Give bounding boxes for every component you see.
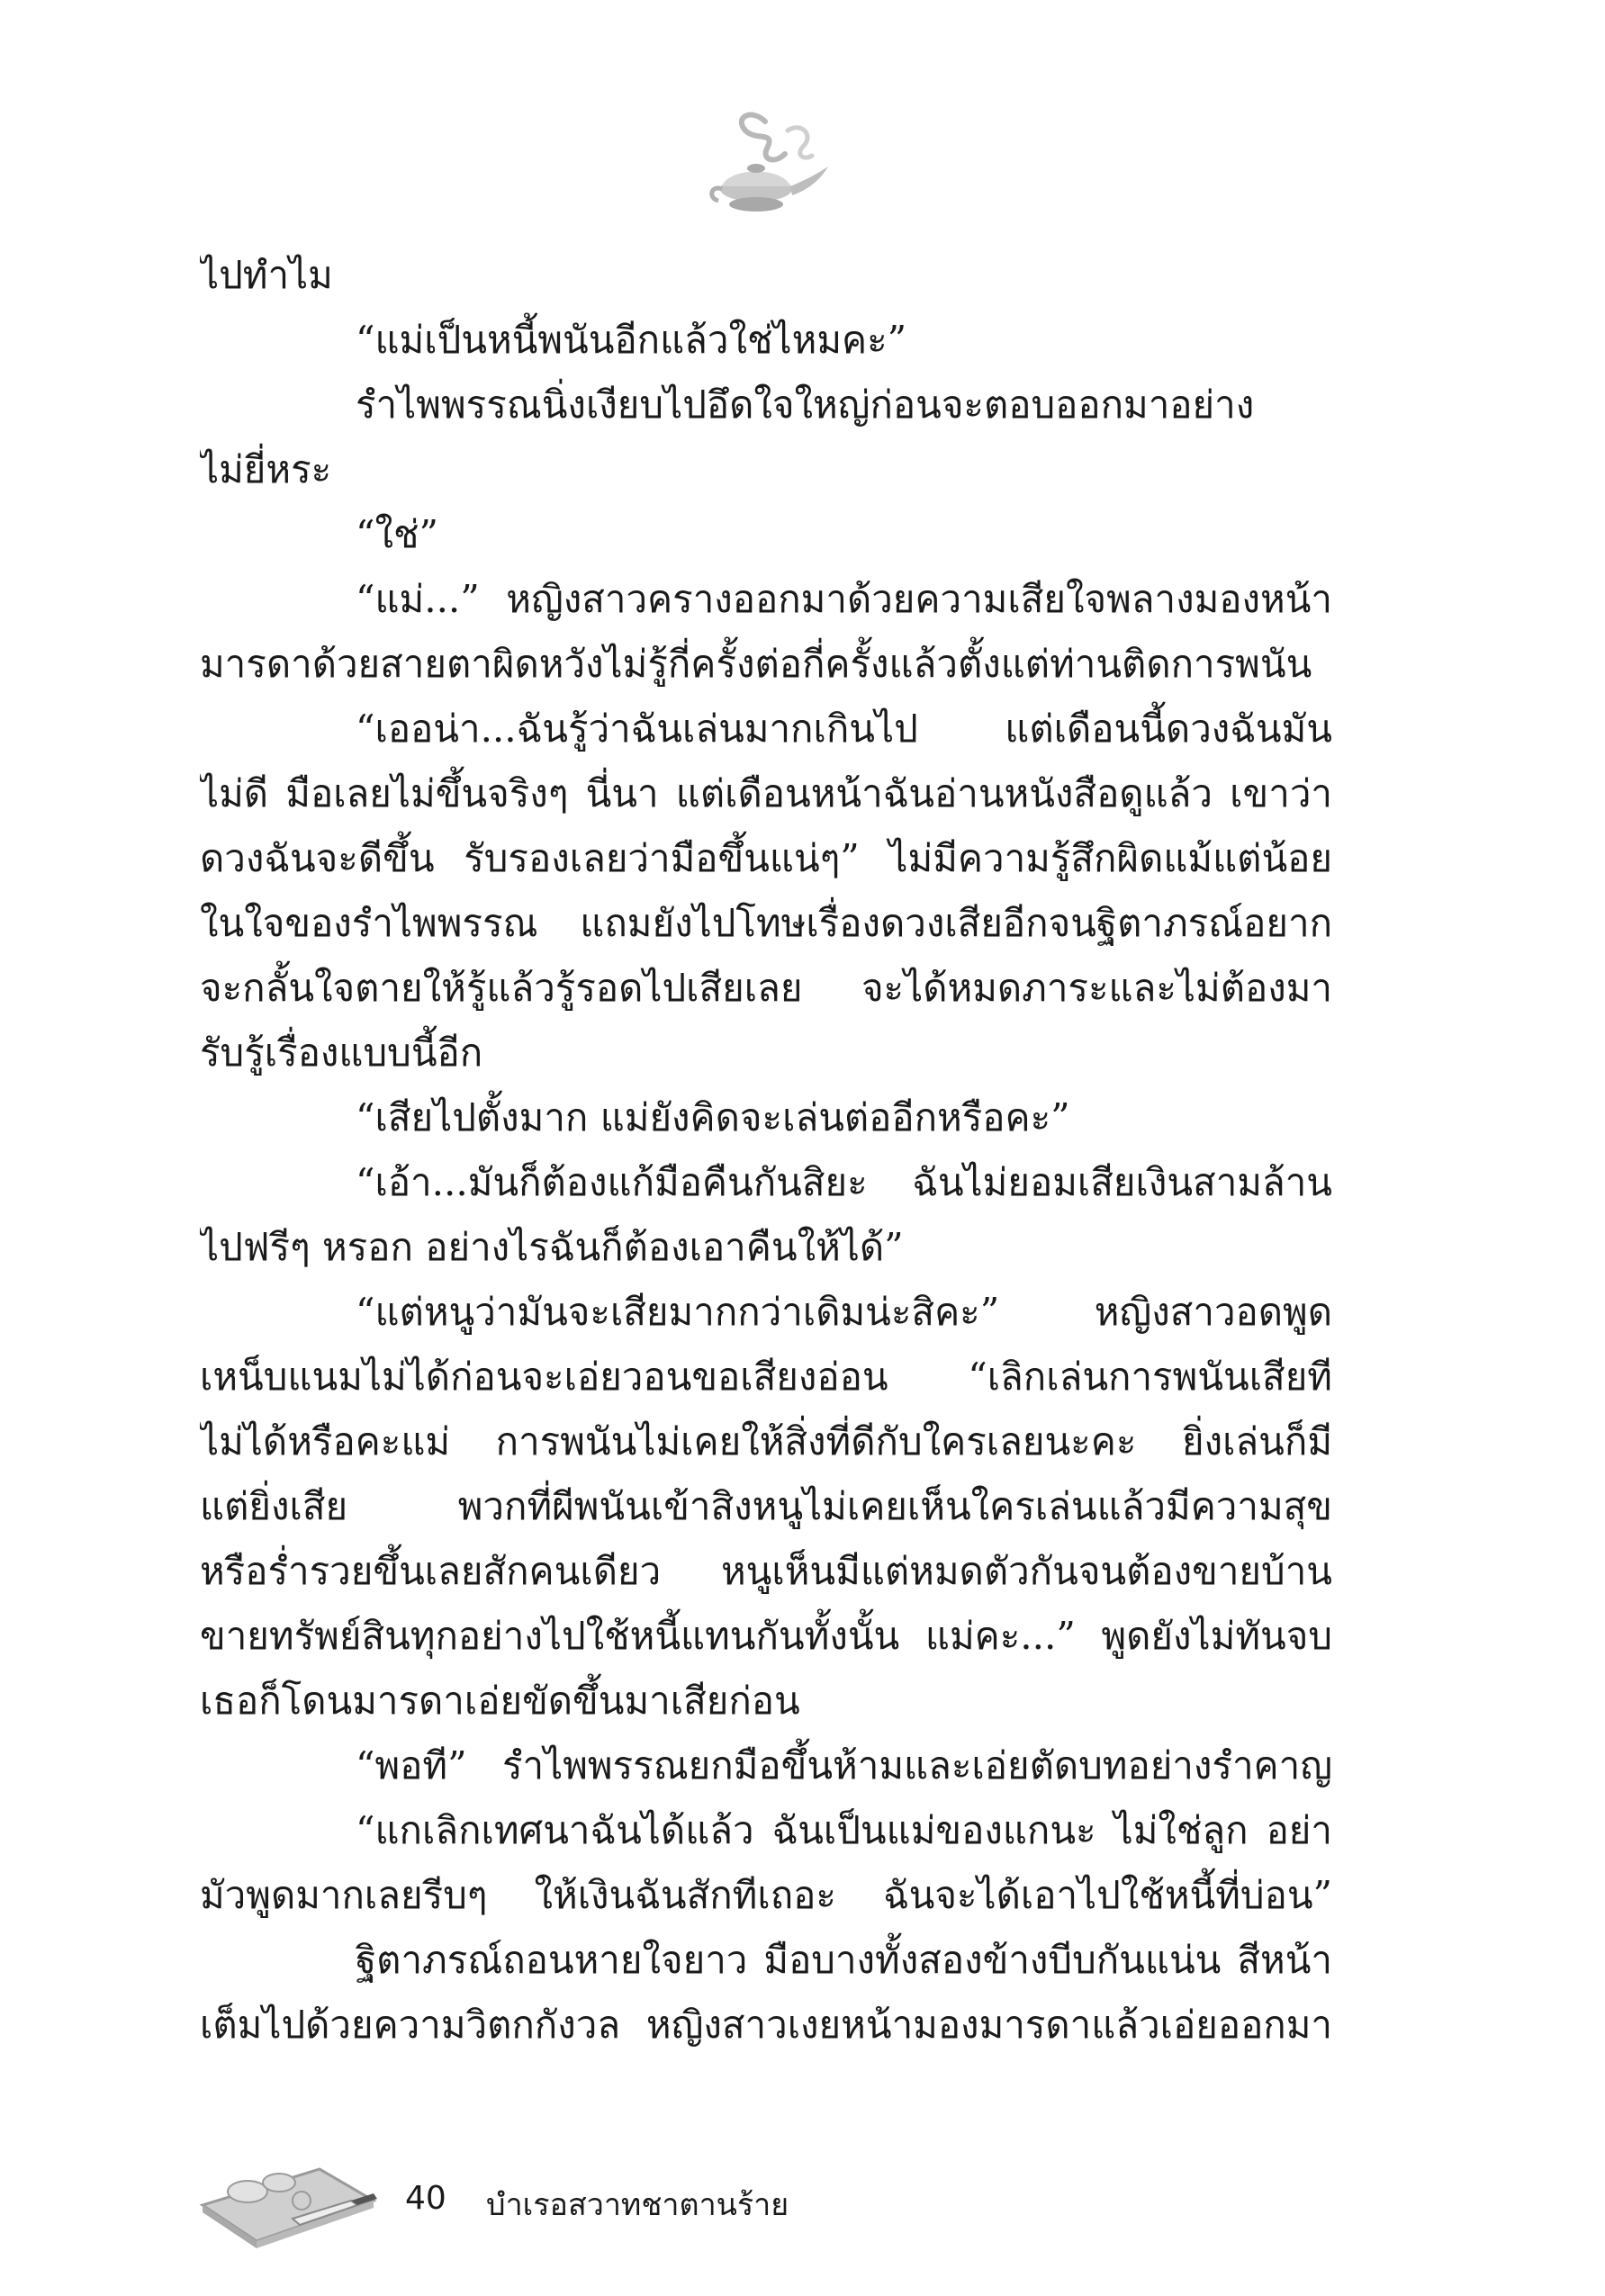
text-line: “เสียไปตั้งมาก แม่ยังคิดจะเล่นต่ออีกหรือคะ”	[356, 1095, 1070, 1139]
text-line: “ใช่”	[356, 512, 438, 556]
text-line: ในใจของรำไพพรรณ แถมยังไปโทษเรื่องดวงเสียอีกจนฐิตาภรณ์อยาก	[200, 901, 1332, 945]
text-line: ดวงฉันจะดีขึ้น รับรองเลยว่ามือขึ้นแน่ๆ” ไม่มีความรู้สึกผิดแม้แต่น้อย	[200, 836, 1332, 880]
text-line: “เออน่า...ฉันรู้ว่าฉันเล่นมากเกินไป แต่เดือนนี้ดวงฉันมัน	[356, 707, 1332, 751]
text-line: เต็มไปด้วยความวิตกกังวล หญิงสาวเงยหน้ามองมารดาแล้วเอ่ยออกมา	[200, 2003, 1332, 2047]
text-line: “แม่เป็นหนี้พนันอีกแล้วใช่ไหมคะ”	[356, 318, 907, 362]
text-line: ฐิตาภรณ์ถอนหายใจยาว มือบางทั้งสองข้างบีบกันแน่น สีหน้า	[356, 1938, 1332, 1982]
text-line: มัวพูดมากเลยรีบๆ ให้เงินฉันสักทีเถอะ ฉันจะได้เอาไปใช้หนี้ที่บ่อน”	[200, 1873, 1332, 1917]
text-line: เหน็บแนมไม่ได้ก่อนจะเอ่ยวอนขอเสียงอ่อน “เลิกเล่นการพนันเสียที	[200, 1355, 1332, 1399]
body-text	[200, 243, 1332, 2057]
text-line: รำไพพรรณนิ่งเงียบไปอึดใจใหญ่ก่อนจะตอบออกมาอย่าง	[356, 383, 1255, 427]
text-line: ไม่ยี่หระ	[200, 447, 332, 491]
text-line: จะกลั้นใจตายให้รู้แล้วรู้รอดไปเสียเลย จะได้หมดภาระและไม่ต้องมา	[200, 966, 1332, 1010]
text-line: แต่ยิ่งเสีย พวกที่ผีพนันเข้าสิงหนูไม่เคยเห็นใครเล่นแล้วมีความสุข	[200, 1484, 1332, 1528]
cutting-board-icon	[194, 2151, 383, 2250]
text-line: ไม่ดี มือเลยไม่ขึ้นจริงๆ นี่นา แต่เดือนหน้าฉันอ่านหนังสือดูแล้ว เขาว่า	[200, 771, 1332, 815]
text-line: “แต่หนูว่ามันจะเสียมากกว่าเดิมน่ะสิคะ” หญิงสาวอดพูด	[356, 1290, 1332, 1334]
page-footer	[194, 2151, 1004, 2250]
genie-lamp-icon	[702, 104, 837, 230]
text-line: “แกเลิกเทศนาฉันได้แล้ว ฉันเป็นแม่ของแกนะ ไม่ใช่ลูก อย่า	[356, 1808, 1332, 1852]
text-line: ไปฟรีๆ หรอก อย่างไรฉันก็ต้องเอาคืนให้ได้”	[200, 1225, 904, 1269]
text-line: ขายทรัพย์สินทุกอย่างไปใช้หนี้แทนกันทั้งนั้น แม่คะ...” พูดยังไม่ทันจบ	[200, 1614, 1332, 1658]
text-line: “พอที” รำไพพรรณยกมือขึ้นห้ามและเอ่ยตัดบทอย่างรำคาญ	[356, 1743, 1332, 1787]
text-line: “แม่...” หญิงสาวครางออกมาด้วยความเสียใจพลางมองหน้า	[356, 577, 1332, 621]
text-line: หรือร่ำรวยขึ้นเลยสักคนเดียว หนูเห็นมีแต่หมดตัวกันจนต้องขายบ้าน	[200, 1549, 1332, 1593]
text-line: ไม่ได้หรือคะแม่ การพนันไม่เคยให้สิ่งที่ดีกับใครเลยนะคะ ยิ่งเล่นก็มี	[200, 1419, 1332, 1463]
page-number: 40	[405, 2180, 446, 2217]
book-title: บำเรอสวาทชาตานร้าย	[486, 2187, 789, 2223]
text-line: เธอก็โดนมารดาเอ่ยขัดขึ้นมาเสียก่อน	[200, 1679, 800, 1723]
text-line: มารดาด้วยสายตาผิดหวังไม่รู้กี่ครั้งต่อกี่ครั้งแล้วตั้งแต่ท่านติดการพนัน	[200, 642, 1312, 686]
text-line: ไปทำไม	[200, 253, 333, 297]
text-line: รับรู้เรื่องแบบนี้อีก	[200, 1031, 483, 1075]
text-line: “เอ้า...มันก็ต้องแก้มือคืนกันสิยะ ฉันไม่ยอมเสียเงินสามล้าน	[356, 1160, 1332, 1204]
